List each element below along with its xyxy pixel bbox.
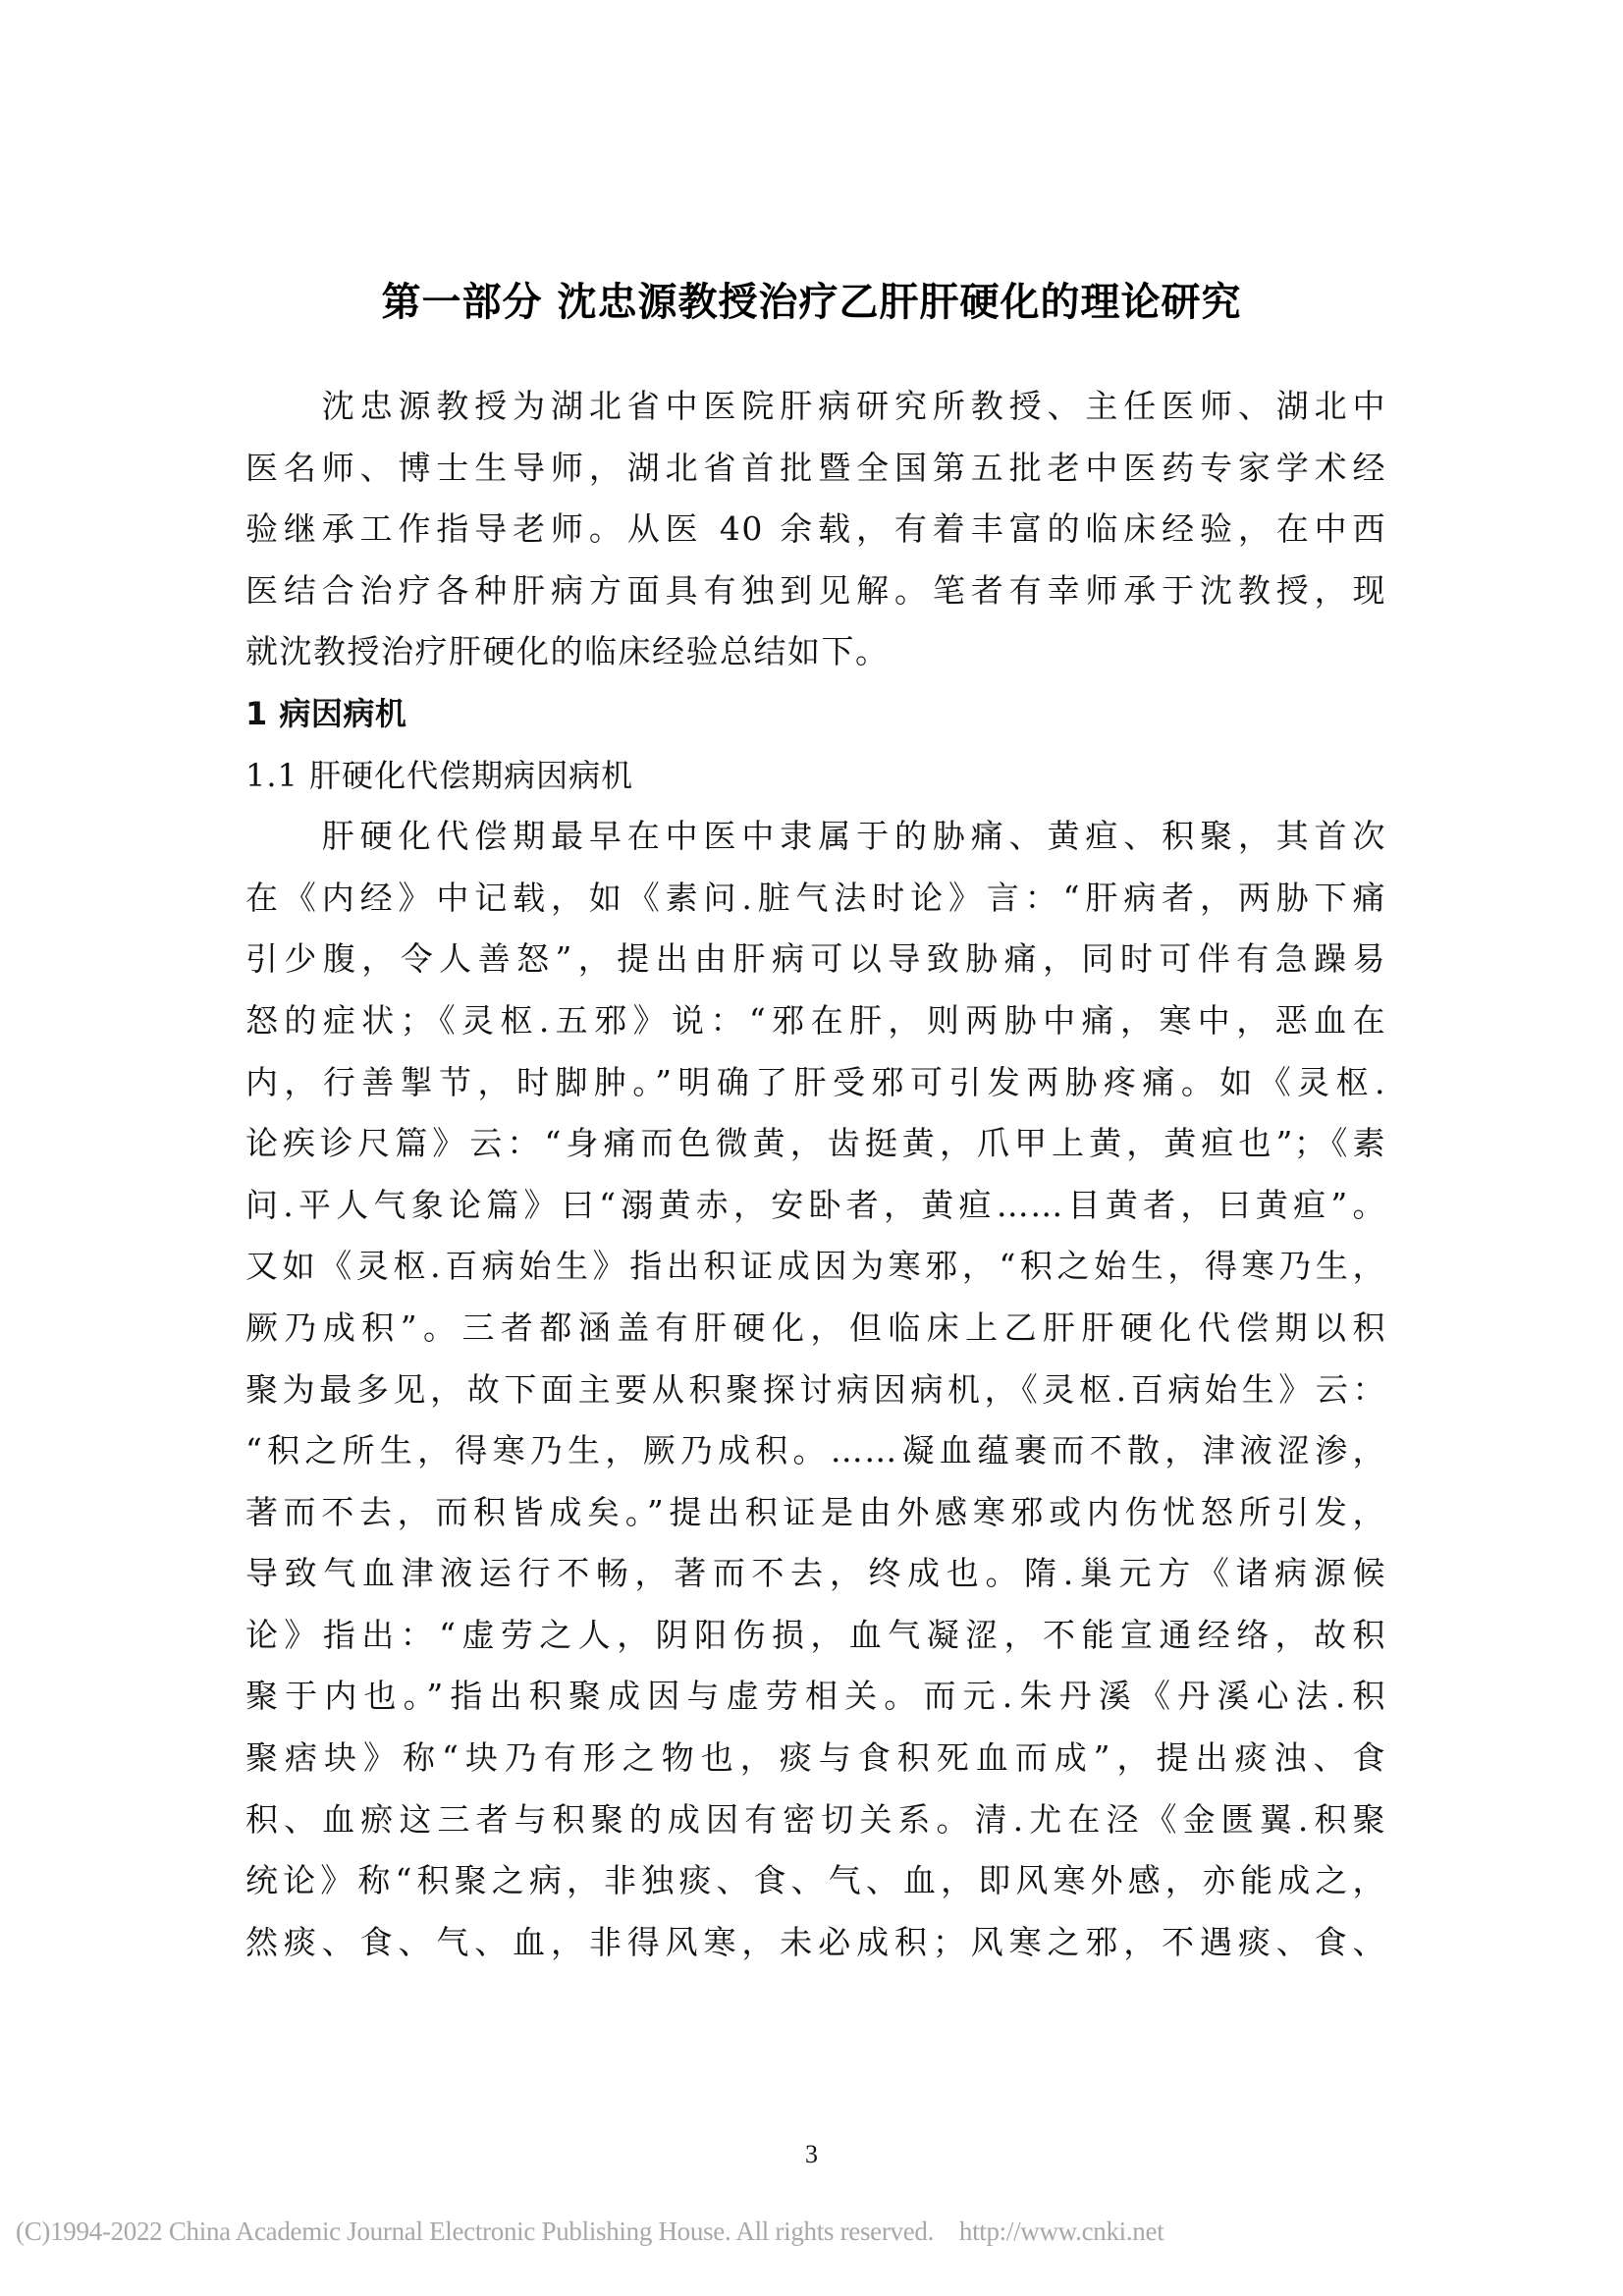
text-line: “积之所生，得寒乃生，厥乃成积。……凝血蕴裹而不散，津液涩渗， <box>245 1431 1386 1470</box>
text-line: 统论》称“积聚之病，非独痰、食、气、血，即风寒外感，亦能成之， <box>245 1861 1386 1900</box>
text-line: 导致气血津液运行不畅，著而不去，终成也。隋.巢元方《诸病源候 <box>245 1554 1386 1593</box>
copyright-footer: (C)1994-2022 China Academic Journal Electronic Publishing House. All rights reserved. http://www.cnki.net <box>16 2216 1164 2246</box>
text-line: 著而不去，而积皆成矣。”提出积证是由外感寒邪或内伤忧怒所引发， <box>245 1492 1386 1531</box>
text-line: 沈忠源教授为湖北省中医院肝病研究所教授、主任医师、湖北中 <box>245 387 1386 425</box>
text-line: 又如《灵枢.百病始生》指出积证成因为寒邪，“积之始生，得寒乃生， <box>245 1247 1386 1286</box>
text-line: 论疾诊尺篇》云：“身痛而色微黄，齿挺黄，爪甲上黄，黄疸也”；《素 <box>245 1124 1386 1163</box>
text-line: 厥乃成积”。三者都涵盖有肝硬化，但临床上乙肝肝硬化代偿期以积 <box>245 1308 1386 1347</box>
section-paragraph <box>245 806 1386 1973</box>
text-line: 在《内经》中记载，如《素问.脏气法时论》言：“肝病者，两胁下痛 <box>245 878 1386 917</box>
text-line: 聚于内也。”指出积聚成因与虚劳相关。而元.朱丹溪《丹溪心法.积 <box>245 1677 1386 1716</box>
text-line: 内，行善掣节，时脚肿。”明确了肝受邪可引发两胁疼痛。如《灵枢. <box>245 1062 1386 1101</box>
text-line: 引少腹，令人善怒”，提出由肝病可以导致胁痛，同时可伴有急躁易 <box>245 939 1386 979</box>
text-line: 肝硬化代偿期最早在中医中隶属于的胁痛、黄疸、积聚，其首次 <box>245 817 1386 856</box>
text-line: 聚为最多见，故下面主要从积聚探讨病因病机，《灵枢.百病始生》云： <box>245 1369 1386 1409</box>
page-title: 第一部分 沈忠源教授治疗乙肝肝硬化的理论研究 <box>381 280 1242 325</box>
text-line: 聚痞块》称“块乃有形之物也，痰与食积死血而成”，提出痰浊、食 <box>245 1738 1386 1778</box>
text-line: 积、血瘀这三者与积聚的成因有密切关系。清.尤在泾《金匮翼.积聚 <box>245 1799 1386 1839</box>
text-line: 然痰、食、气、血，非得风寒，未必成积；风寒之邪，不遇痰、食、 <box>245 1922 1386 1961</box>
text-line: 医名师、博士生导师，湖北省首批暨全国第五批老中医药专家学术经 <box>245 448 1386 487</box>
text-line: 论》指出：“虚劳之人，阴阳伤损，血气凝涩，不能宣通经络，故积 <box>245 1615 1386 1654</box>
text-line: 医结合治疗各种肝病方面具有独到见解。笔者有幸师承于沈教授，现 <box>245 570 1386 610</box>
text-line: 验继承工作指导老师。从医 40 余载，有着丰富的临床经验，在中西 <box>245 509 1386 549</box>
text-line: 就沈教授治疗肝硬化的临床经验总结如下。 <box>245 632 890 671</box>
text-line: 问.平人气象论篇》曰“溺黄赤，安卧者，黄疸……目黄者，曰黄疸”。 <box>245 1185 1386 1224</box>
page-number: 3 <box>805 2140 818 2168</box>
text-line: 怒的症状；《灵枢.五邪》说：“邪在肝，则两胁中痛，寒中，恶血在 <box>245 1000 1386 1040</box>
intro-paragraph <box>245 376 1386 683</box>
document-body <box>245 376 1386 1973</box>
section-heading: 1 病因病机 <box>245 694 407 732</box>
subsection-heading: 1.1 肝硬化代偿期病因病机 <box>245 756 634 794</box>
